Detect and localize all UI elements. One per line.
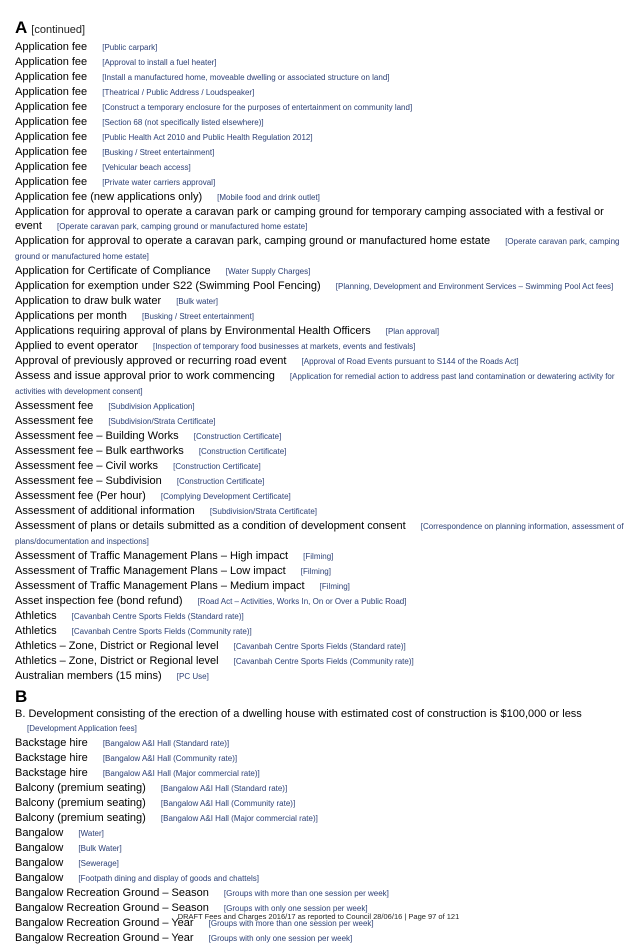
entry-term: Athletics: [15, 625, 57, 637]
index-entry: [15, 444, 625, 459]
entry-reference: [Road Act – Activities, Works In, On or Over a Public Road]: [197, 597, 407, 606]
entry-term: Assessment of additional information: [15, 505, 195, 517]
index-entry: [15, 414, 625, 429]
entry-reference: [Bangalow A&I Hall (Major commercial rate)]: [102, 769, 260, 778]
entry-term: Bangalow Recreation Ground – Year: [15, 932, 194, 944]
index-entry: [15, 369, 625, 399]
index-entry: [15, 309, 625, 324]
entry-term: Backstage hire: [15, 737, 88, 749]
entry-reference: [Application for remedial action to address past land contamination or dewatering activity for activities with development consent]: [15, 372, 615, 396]
section-continued-label: [continued]: [31, 24, 86, 36]
entry-term: Bangalow: [15, 827, 64, 839]
index-entry: [15, 781, 625, 796]
entry-term: Application fee: [15, 101, 88, 113]
entry-reference: [Construction Certificate]: [198, 447, 287, 456]
entry-term: Assessment of plans or details submitted as a condition of development consent: [15, 520, 406, 532]
index-entry: [15, 115, 625, 130]
entry-term: Application for exemption under S22 (Swimming Pool Fencing): [15, 280, 321, 292]
entry-term: Application fee: [15, 161, 88, 173]
entry-reference: [Groups with only one session per week]: [208, 934, 353, 943]
entry-term: Application fee: [15, 86, 88, 98]
entry-term: Assessment fee – Building Works: [15, 430, 179, 442]
index-entry: [15, 624, 625, 639]
index-entry: [15, 429, 625, 444]
section-b: [15, 687, 625, 946]
index-entry: [15, 324, 625, 339]
entry-reference: [Theatrical / Public Address / Loudspeaker]: [102, 88, 255, 97]
index-entry: [15, 489, 625, 504]
entry-reference: [Groups with more than one session per week]: [223, 889, 389, 898]
entry-term: Backstage hire: [15, 767, 88, 779]
entry-reference: [Cavanbah Centre Sports Fields (Community rate)]: [71, 627, 252, 636]
index-entry: [15, 339, 625, 354]
index-entry: [15, 669, 625, 684]
entry-reference: [Public carpark]: [102, 43, 158, 52]
index-entry: [15, 931, 625, 946]
index-entry: [15, 766, 625, 781]
entry-reference: [Bangalow A&I Hall (Community rate)]: [102, 754, 238, 763]
entry-reference: [Sewerage]: [78, 859, 119, 868]
entry-term: Bangalow Recreation Ground – Season: [15, 887, 209, 899]
index-entry: [15, 294, 625, 309]
index-entry: [15, 549, 625, 564]
entry-reference: [Busking / Street entertainment]: [141, 312, 255, 321]
entry-term: Application fee: [15, 41, 88, 53]
index-entry: [15, 736, 625, 751]
entry-reference: [Filming]: [303, 552, 334, 561]
index-entry: [15, 654, 625, 669]
index-entry: [15, 504, 625, 519]
entry-reference: [Construction Certificate]: [176, 477, 265, 486]
entry-reference: [Operate caravan park, camping ground or manufactured home estate]: [56, 222, 308, 231]
index-entry: [15, 564, 625, 579]
entry-term: Assessment of Traffic Management Plans – Medium impact: [15, 580, 305, 592]
entry-term: Assessment of Traffic Management Plans – Low impact: [15, 565, 286, 577]
entry-reference: [Cavanbah Centre Sports Fields (Standard rate)]: [233, 642, 406, 651]
index-entry: [15, 100, 625, 115]
index-entry: [15, 594, 625, 609]
entry-term: B. Development consisting of the erection of a dwelling house with estimated cost of construction is $100,000 or less: [15, 708, 582, 720]
entry-reference: [Approval to install a fuel heater]: [102, 58, 217, 67]
entry-term: Assessment fee: [15, 400, 94, 412]
index-entry: [15, 639, 625, 654]
entry-term: Assessment fee – Subdivision: [15, 475, 162, 487]
index-entry: [15, 145, 625, 160]
entry-reference: [Subdivision/Strata Certificate]: [108, 417, 216, 426]
entry-reference: [Construction Certificate]: [193, 432, 282, 441]
entry-term: Application fee: [15, 116, 88, 128]
index-entry: [15, 707, 625, 736]
entry-term: Application to draw bulk water: [15, 295, 162, 307]
entry-reference: [Public Health Act 2010 and Public Health Regulation 2012]: [102, 133, 313, 142]
index-entry: [15, 459, 625, 474]
entry-reference: [PC Use]: [176, 672, 209, 681]
entry-term: Balcony (premium seating): [15, 797, 146, 809]
index-entry: [15, 70, 625, 85]
entry-reference: [Private water carriers approval]: [102, 178, 216, 187]
index-entry: [15, 609, 625, 624]
entry-term: Balcony (premium seating): [15, 812, 146, 824]
entry-term: Bangalow: [15, 857, 64, 869]
entry-term: Application fee: [15, 56, 88, 68]
entry-reference: [Footpath dining and display of goods and chattels]: [78, 874, 259, 883]
entry-term: Athletics – Zone, District or Regional level: [15, 655, 219, 667]
index-entry: [15, 55, 625, 70]
index-entry: [15, 826, 625, 841]
entry-term: Bangalow: [15, 872, 64, 884]
index-entry: [15, 279, 625, 294]
entry-term: Applications per month: [15, 310, 127, 322]
entry-reference: [Construction Certificate]: [173, 462, 261, 471]
index-entry: [15, 579, 625, 594]
entry-term: Assessment fee (Per hour): [15, 490, 146, 502]
entry-term: Application for approval to operate a caravan park or camping ground for temporary camping associated with a festival or event: [15, 206, 604, 232]
entry-term: Application for Certificate of Compliance: [15, 265, 211, 277]
entry-list: [15, 707, 625, 946]
entry-reference: [Bangalow A&I Hall (Major commercial rate)]: [160, 814, 318, 823]
section-heading: [15, 687, 625, 707]
entry-term: Assessment fee: [15, 415, 94, 427]
entry-reference: [Water Supply Charges]: [225, 267, 311, 276]
index-entry: [15, 205, 625, 234]
entry-reference: [Vehicular beach access]: [102, 163, 191, 172]
section-letter: B: [15, 687, 28, 706]
index-entry: [15, 130, 625, 145]
entry-reference: [Development Application fees]: [27, 724, 137, 733]
entry-reference: [Construct a temporary enclosure for the purposes of entertainment on community land]: [102, 103, 413, 112]
entry-reference: [Groups with more than one session per week]: [208, 919, 374, 928]
entry-reference: [Bangalow A&I Hall (Community rate)]: [160, 799, 296, 808]
entry-reference: [Install a manufactured home, moveable dwelling or associated structure on land]: [102, 73, 390, 82]
index-entry: [15, 190, 625, 205]
index-entry: [15, 40, 625, 55]
entry-term: Application fee: [15, 176, 88, 188]
entry-reference: [Filming]: [300, 567, 331, 576]
entry-term: Balcony (premium seating): [15, 782, 146, 794]
entry-term: Australian members (15 mins): [15, 670, 162, 682]
index-entry: [15, 234, 625, 264]
entry-reference: [Cavanbah Centre Sports Fields (Community rate)]: [233, 657, 414, 666]
entry-reference: [Bulk water]: [176, 297, 218, 306]
entry-reference: [Operate caravan park, camping ground or manufactured home estate]: [15, 237, 620, 261]
entry-term: Application for approval to operate a caravan park, camping ground or manufactured home estate: [15, 235, 491, 247]
entry-term: Application fee (new applications only): [15, 191, 203, 203]
entry-list: [15, 40, 625, 684]
entry-reference: [Section 68 (not specifically listed elsewhere)]: [102, 118, 264, 127]
index-entry: [15, 796, 625, 811]
entry-term: Application fee: [15, 146, 88, 158]
index-entry: [15, 399, 625, 414]
entry-reference: [Plan approval]: [385, 327, 440, 336]
index-entry: [15, 354, 625, 369]
page-footer: DRAFT Fees and Charges 2016/17 as reported to Council 28/06/16 | Page 97 of 121: [177, 912, 460, 921]
index-entry: [15, 160, 625, 175]
entry-term: Athletics: [15, 610, 57, 622]
entry-reference: [Bangalow A&I Hall (Standard rate)]: [160, 784, 288, 793]
entry-term: Application fee: [15, 71, 88, 83]
entry-term: Asset inspection fee (bond refund): [15, 595, 183, 607]
entry-reference: [Planning, Development and Environment Services – Swimming Pool Act fees]: [335, 282, 614, 291]
entry-reference: [Mobile food and drink outlet]: [217, 193, 320, 202]
section-letter: A: [15, 18, 28, 37]
entry-term: Assess and issue approval prior to work commencing: [15, 370, 275, 382]
index-entry: [15, 871, 625, 886]
entry-reference: [Subdivision/Strata Certificate]: [209, 507, 317, 516]
entry-term: Bangalow Recreation Ground – Year: [15, 917, 194, 929]
entry-reference: [Bangalow A&I Hall (Standard rate)]: [102, 739, 230, 748]
index-entry: [15, 519, 625, 549]
entry-term: Athletics – Zone, District or Regional level: [15, 640, 219, 652]
entry-reference: [Busking / Street entertainment]: [102, 148, 215, 157]
section-heading: [15, 18, 625, 40]
entry-reference: [Subdivision Application]: [108, 402, 195, 411]
entry-term: Assessment of Traffic Management Plans – High impact: [15, 550, 289, 562]
entry-reference: [Cavanbah Centre Sports Fields (Standard rate)]: [71, 612, 244, 621]
index-entry: [15, 751, 625, 766]
entry-reference: [Groups with only one session per week]: [223, 904, 368, 913]
entry-reference: [Inspection of temporary food businesses at markets, events and festivals]: [152, 342, 416, 351]
index-entry: [15, 474, 625, 489]
entry-term: Assessment fee – Bulk earthworks: [15, 445, 184, 457]
index-entry: [15, 886, 625, 901]
entry-reference: [Complying Development Certificate]: [160, 492, 291, 501]
entry-term: Bangalow: [15, 842, 64, 854]
index-page: [15, 18, 625, 946]
entry-term: Assessment fee – Civil works: [15, 460, 159, 472]
section-a: [15, 18, 625, 684]
index-entry: [15, 85, 625, 100]
entry-reference: [Water]: [78, 829, 104, 838]
entry-term: Application fee: [15, 131, 88, 143]
entry-reference: [Bulk Water]: [78, 844, 122, 853]
entry-reference: [Filming]: [319, 582, 350, 591]
entry-reference: [Correspondence on planning information, assessment of plans/documentation and inspections]: [15, 522, 624, 546]
entry-term: Applications requiring approval of plans by Environmental Health Officers: [15, 325, 371, 337]
index-entry: [15, 811, 625, 826]
index-entry: [15, 841, 625, 856]
entry-reference: [Approval of Road Events pursuant to S144 of the Roads Act]: [301, 357, 519, 366]
entry-term: Backstage hire: [15, 752, 88, 764]
index-entry: [15, 175, 625, 190]
entry-term: Applied to event operator: [15, 340, 138, 352]
entry-term: Approval of previously approved or recurring road event: [15, 355, 287, 367]
entry-term: Bangalow Recreation Ground – Season: [15, 902, 209, 914]
index-entry: [15, 856, 625, 871]
index-entry: [15, 264, 625, 279]
